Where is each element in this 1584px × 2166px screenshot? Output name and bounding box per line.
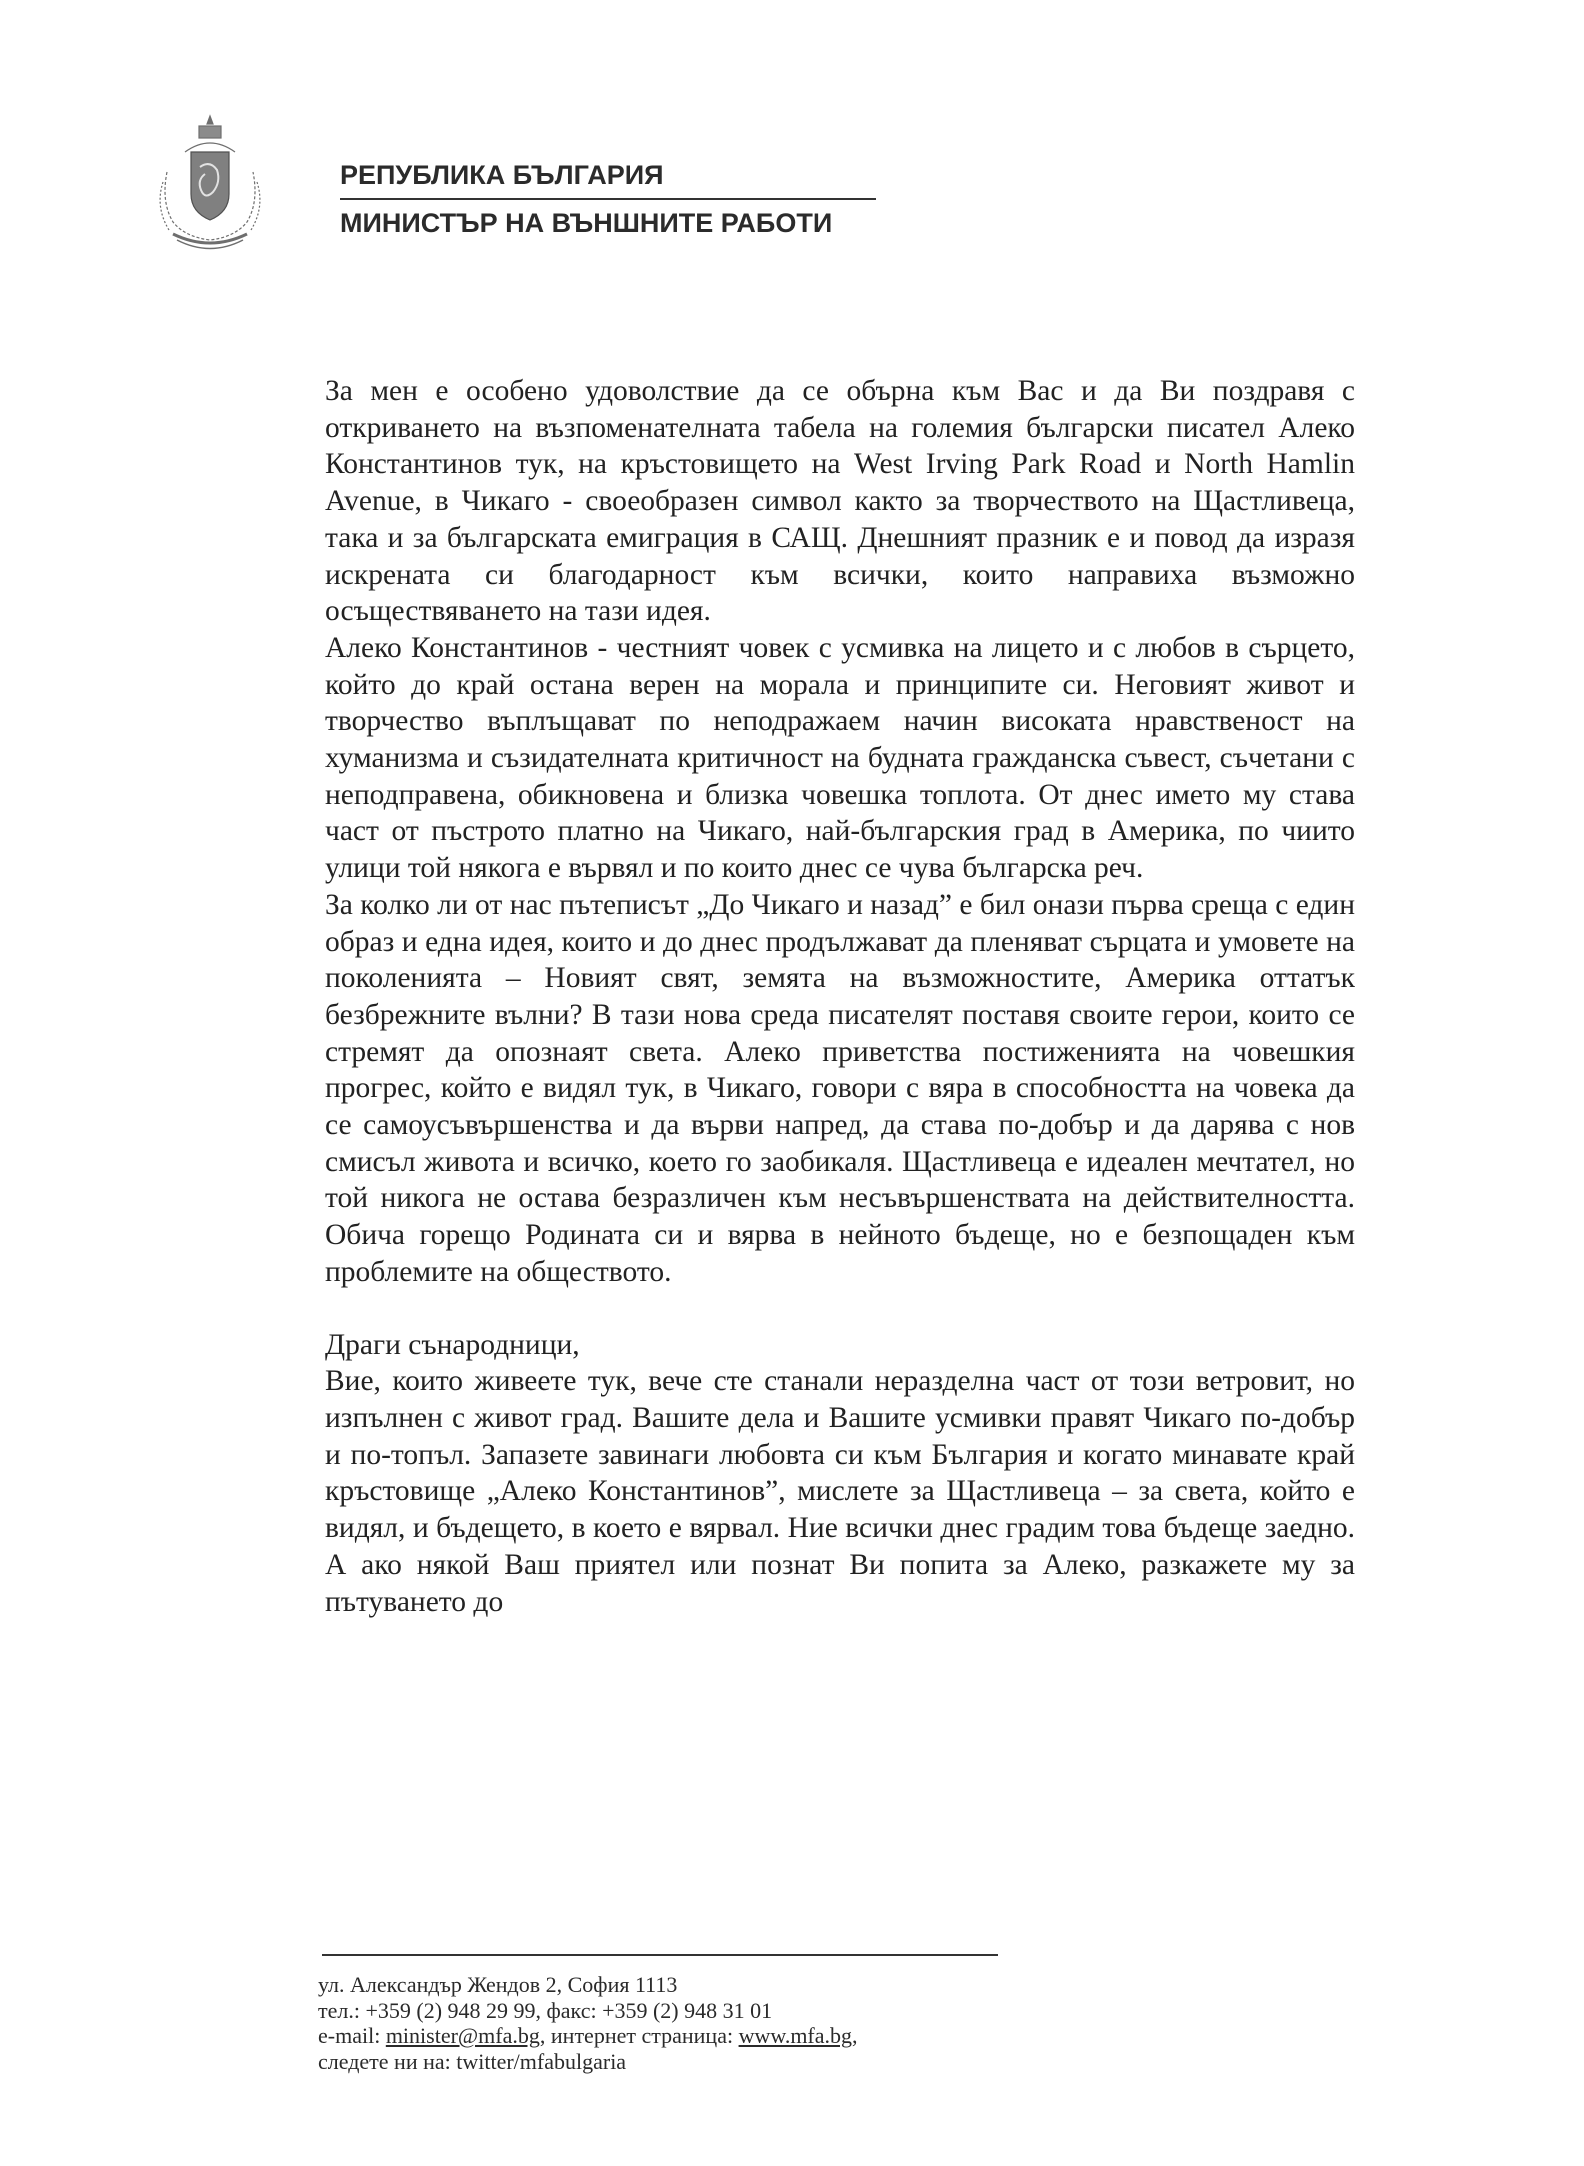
letterhead-country: РЕПУБЛИКА БЪЛГАРИЯ	[340, 160, 664, 190]
website-link[interactable]: www.mfa.bg	[738, 2023, 853, 2048]
letterhead-ministry: МИНИСТЪР НА ВЪНШНИТЕ РАБОТИ	[340, 208, 833, 238]
letterhead	[340, 158, 880, 240]
web-label: , интернет страница:	[539, 2023, 739, 2048]
footer-phone-fax: тел.: +359 (2) 948 29 99, факс: +359 (2) 948 31 01	[318, 1997, 773, 2023]
footer-email-web	[318, 2023, 1018, 2049]
paragraph: Алеко Константинов - честният човек с усмивка на лицето и с любов в сърцето, който до край остана верен на морала и принципите си. Неговият живот и творчество въплъщават по неподражаем начин високата нравственост на хуманизма и съзидателната критичност на будната гражданска съвест, съчетани с неподправена, обикновена и близка човешка топлота. От днес името му става част от пъстрото платно на Чикаго, най-българския град в Америка, по чиито улици той някога е вървял и по които днес се чува българска реч.	[325, 631, 1355, 885]
footer-contacts	[318, 1972, 1018, 2074]
paragraph: За мен е особено удоволствие да се обърна към Вас и да Ви поздравя с откриването на възпоменателната табела на големия български писател Алеко Константинов тук, на кръстовището на West Irving Park Road и North Hamlin Avenue, в Чикаго - своеобразен символ както за творчеството на Щастливеца, така и за българската емиграция в САЩ. Днешният празник е и повод да изразя искрената си благодарност към всички, които направиха възможно осъществяването на тази идея.	[325, 375, 1355, 628]
web-suffix: ,	[852, 2023, 858, 2048]
footer-divider	[322, 1954, 998, 1956]
paragraph: За колко ли от нас пътеписът „До Чикаго и назад” е бил онази първа среща с един образ и една идея, които и до днес продължават да пленяват сърцата и умовете на поколенията – Новият свят, земята на възможностите, Америка оттатък безбрежните вълни? В тази нова среда писателят поставя своите герои, които се стремят да опознаят света. Алеко приветства постиженията на човешкия прогрес, който е видял тук, в Чикаго, говори с вяра в способността на човека да се самоусъвършенства и да върви напред, да става по-добър и да дарява с нов смисъл живота и всичко, което го заобикаля. Щастливеца е идеален мечтател, но той никога не остава безразличен към несъвършенствата на действителността. Обича горещо Родината си и вярва в нейното бъдеще, но е безпощаден към проблемите на обществото.	[325, 888, 1355, 1288]
footer-address: ул. Александър Жендов 2, София 1113	[318, 1972, 678, 1997]
email-label: e-mail:	[318, 2023, 386, 2048]
email-link[interactable]: minister@mfa.bg	[385, 2023, 540, 2048]
greeting: Драги сънародници,	[325, 1328, 580, 1361]
footer-follow: следете ни на: twitter/mfabulgaria	[318, 2048, 627, 2074]
letterhead-divider	[340, 198, 876, 200]
letter-body	[325, 373, 1355, 1620]
paragraph: Вие, които живеете тук, вече сте станали неразделна част от този ветровит, но изпълнен с живот град. Вашите дела и Вашите усмивки правят Чикаго по-добър и по-топъл. Запазете завинаги любовта си към България и когато минавате край кръстовище „Алеко Константинов”, мислете за Щастливеца – за света, който е видял, и бъдещето, в което е вярвал. Ние всички днес градим това бъдеще заедно. А ако някой Ваш приятел или познат Ви попита за Алеко, разкажете му за пътуването до	[325, 1365, 1355, 1618]
coat-of-arms-icon	[155, 112, 265, 257]
